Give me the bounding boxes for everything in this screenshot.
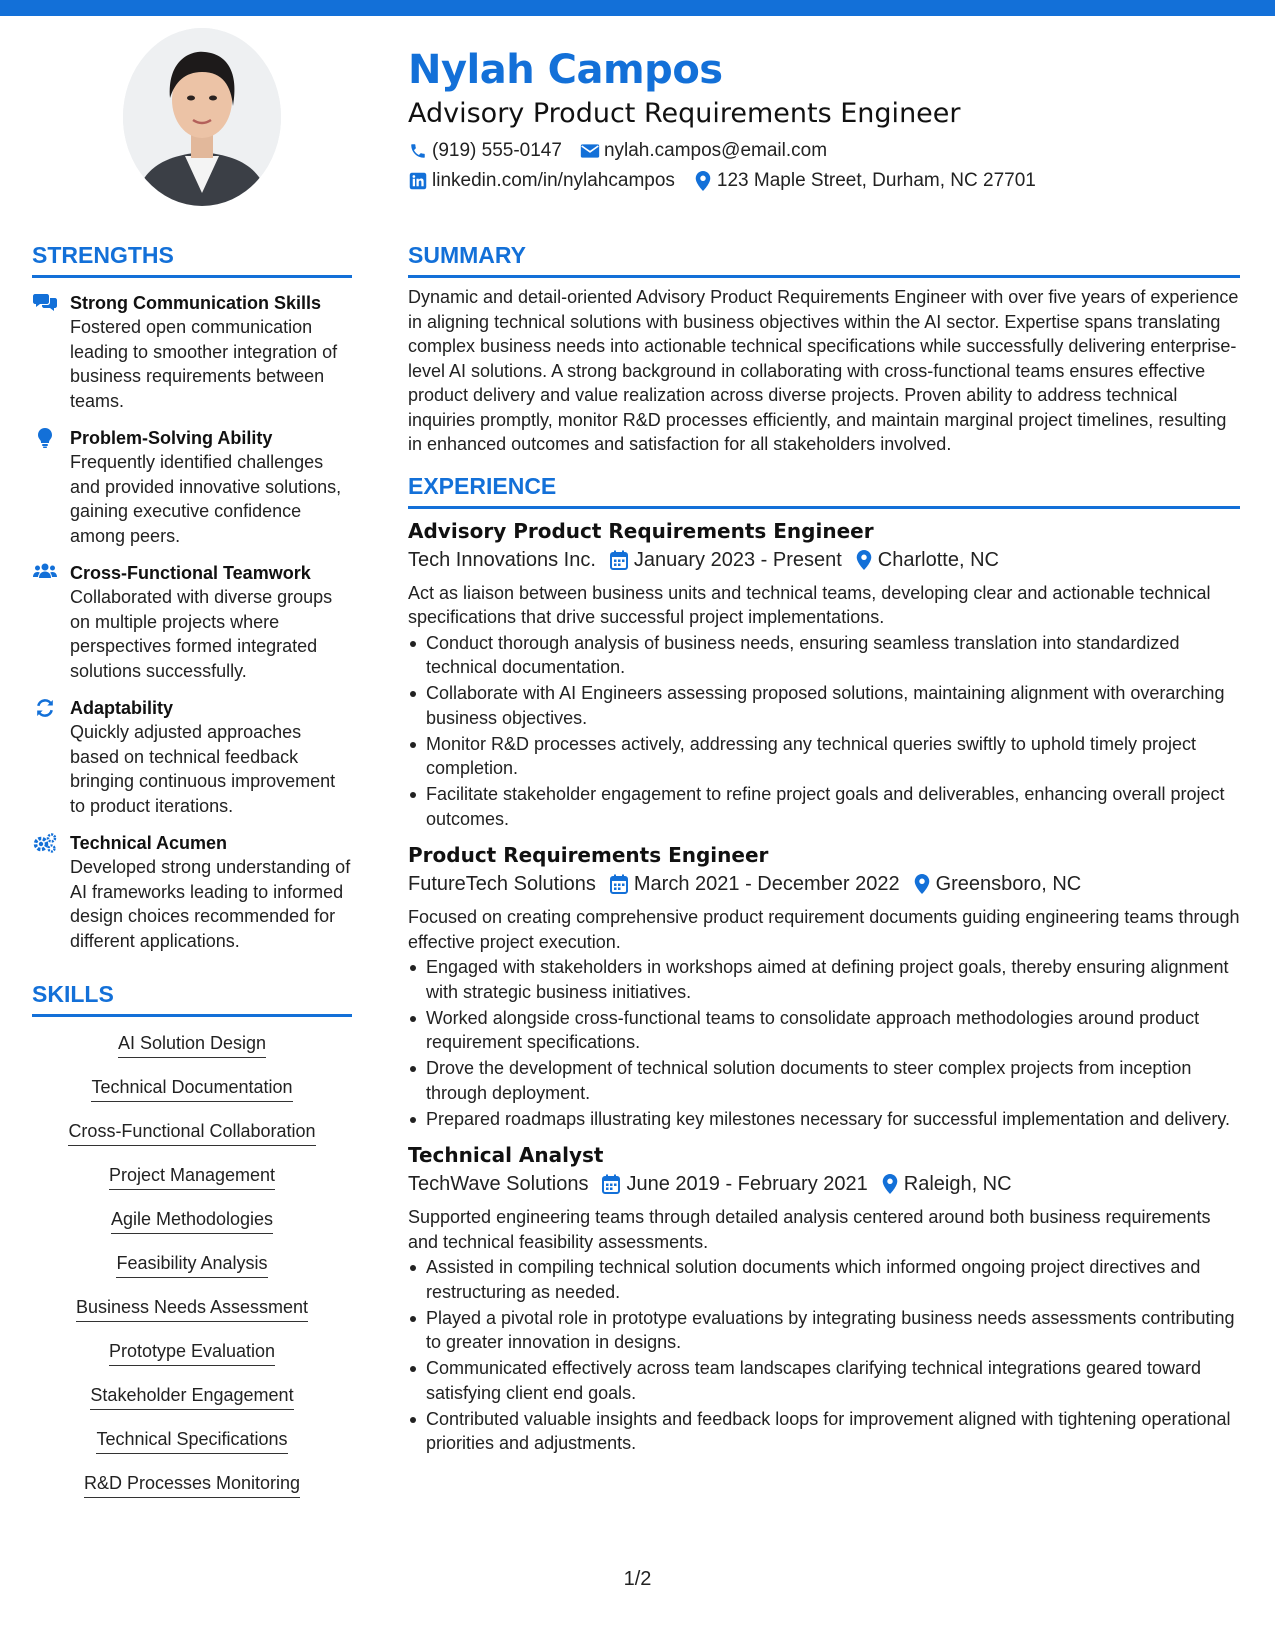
job-bullet: Conduct thorough analysis of business needs, ensuring seamless translation into standardized technical documentation. <box>408 631 1240 680</box>
phone-icon <box>408 141 428 161</box>
strength-title: Cross-Functional Teamwork <box>70 563 311 583</box>
phone-text: (919) 555-0147 <box>432 140 562 161</box>
skill-tag: R&D Processes Monitoring <box>84 1471 300 1498</box>
calendar-icon <box>602 1174 620 1194</box>
job-entry <box>408 1141 1240 1456</box>
job-title: Technical Analyst <box>408 1143 604 1167</box>
strength-title: Adaptability <box>70 698 174 718</box>
users-icon <box>32 561 58 583</box>
strength-desc: Collaborated with diverse groups on multiple projects where perspectives formed integrated solutions successfully. <box>70 587 333 681</box>
strength-item <box>32 291 352 413</box>
strength-title: Strong Communication Skills <box>70 293 322 313</box>
job-bullet: Monitor R&D processes actively, addressing any technical queries swiftly to uphold timely project completion. <box>408 732 1240 781</box>
job-company: TechWave Solutions <box>408 1173 589 1195</box>
contact-row-1 <box>408 138 1228 164</box>
job-entry <box>408 517 1240 832</box>
linkedin-text: linkedin.com/in/nylahcampos <box>432 170 675 191</box>
candidate-title: Advisory Product Requirements Engineer <box>408 98 961 129</box>
skill-tag: Stakeholder Engagement <box>90 1383 293 1410</box>
map-marker-icon <box>914 874 930 894</box>
job-bullets <box>408 1255 1240 1456</box>
job-bullet: Communicated effectively across team landscapes clarifying technical integrations geared toward satisfying client end goals. <box>408 1356 1240 1405</box>
strengths-heading: STRENGTHS <box>32 242 174 268</box>
contact-row-2 <box>408 168 1228 194</box>
right-column <box>408 240 1240 1457</box>
job-location: Charlotte, NC <box>877 548 999 571</box>
strength-item <box>32 561 352 683</box>
skill-tag: Cross-Functional Collaboration <box>68 1119 315 1146</box>
map-marker-icon <box>856 550 872 570</box>
job-meta <box>408 1169 1240 1199</box>
job-description: Focused on creating comprehensive product requirement documents guiding engineering teams through effective project execution. <box>408 907 1240 952</box>
email-item[interactable] <box>580 140 827 162</box>
email-text: nylah.campos@email.com <box>603 140 828 161</box>
job-bullet: Drove the development of technical solution documents to steer complex projects from inception through deployment. <box>408 1056 1240 1105</box>
top-accent-bar <box>0 0 1275 16</box>
skill-tag: Technical Specifications <box>96 1427 287 1454</box>
profile-photo <box>123 28 281 206</box>
comments-icon <box>32 291 58 313</box>
skills-heading: SKILLS <box>32 981 114 1007</box>
job-dates: January 2023 - Present <box>633 548 842 571</box>
job-bullets <box>408 955 1240 1131</box>
job-bullet: Played a pivotal role in prototype evaluations by integrating business needs assessments contributing to greater innovation in designs. <box>408 1306 1240 1355</box>
candidate-name: Nylah Campos <box>408 47 723 93</box>
resume-header <box>408 44 1228 194</box>
sync-icon <box>32 696 58 718</box>
job-bullet: Facilitate stakeholder engagement to refine project goals and deliverables, enhancing overall project outcomes. <box>408 782 1240 831</box>
experience-divider <box>408 506 1240 509</box>
strength-item <box>32 696 352 818</box>
envelope-icon <box>580 141 600 161</box>
skills-list <box>32 1031 352 1515</box>
job-bullets <box>408 631 1240 832</box>
skill-tag: Technical Documentation <box>91 1075 292 1102</box>
skill-tag: Prototype Evaluation <box>109 1339 275 1366</box>
job-bullet: Assisted in compiling technical solution documents which informed ongoing project directives and restructuring as needed. <box>408 1255 1240 1304</box>
job-bullet: Engaged with stakeholders in workshops aimed at defining project goals, thereby ensuring alignment with strategic business initiatives. <box>408 955 1240 1004</box>
experience-heading: EXPERIENCE <box>408 472 557 499</box>
job-location: Greensboro, NC <box>935 873 1082 895</box>
calendar-icon <box>610 550 628 570</box>
left-column <box>32 240 352 1515</box>
strength-desc: Quickly adjusted approaches based on technical feedback bringing continuous improvement to product iterations. <box>70 722 336 816</box>
map-marker-icon <box>882 1174 898 1194</box>
strength-item <box>32 831 352 953</box>
summary-text: Dynamic and detail-oriented Advisory Product Requirements Engineer with over five years of experience in aligning technical solutions with business objectives within the AI sector. Expertise spans translating complex business needs into actionable technical specifications while successfully delivering enterprise-level AI solutions. A strong background in collaborating with cross-functional teams ensures effective product delivery and value realization across diverse projects. Proven ability to address technical inquiries promptly, monitor R&D processes efficiently, and maintain marginal project timelines, resulting in enhanced outcomes and satisfaction for all stakeholders involved. <box>408 287 1239 454</box>
skills-divider <box>32 1014 352 1017</box>
linkedin-item[interactable] <box>408 170 675 192</box>
map-marker-icon <box>693 171 713 191</box>
calendar-icon <box>610 874 628 894</box>
job-dates: June 2019 - February 2021 <box>626 1173 868 1195</box>
strengths-divider <box>32 275 352 278</box>
job-company: FutureTech Solutions <box>408 873 596 895</box>
job-title: Product Requirements Engineer <box>408 843 769 867</box>
job-company: Tech Innovations Inc. <box>408 548 596 571</box>
lightbulb-icon <box>32 426 58 448</box>
skill-tag: AI Solution Design <box>118 1031 266 1058</box>
job-location: Raleigh, NC <box>903 1173 1012 1195</box>
strength-desc: Frequently identified challenges and provided innovative solutions, gaining executive confidence among peers. <box>70 452 342 546</box>
summary-divider <box>408 275 1240 278</box>
job-meta <box>408 545 1240 575</box>
job-description: Act as liaison between business units and technical teams, developing clear and actionable technical specifications that drive successful project implementations. <box>408 582 1211 627</box>
skill-tag: Feasibility Analysis <box>116 1251 267 1278</box>
job-bullet: Worked alongside cross-functional teams to consolidate approach methodologies around product requirement specifications. <box>408 1006 1240 1055</box>
strength-title: Technical Acumen <box>70 833 228 853</box>
skill-tag: Project Management <box>109 1163 275 1190</box>
address-item <box>693 170 1036 192</box>
address-text: 123 Maple Street, Durham, NC 27701 <box>716 170 1036 191</box>
job-bullet: Collaborate with AI Engineers assessing proposed solutions, maintaining alignment with overarching business objectives. <box>408 681 1240 730</box>
job-meta <box>408 869 1240 899</box>
job-bullet: Prepared roadmaps illustrating key milestones necessary for successful implementation and delivery. <box>408 1107 1240 1132</box>
page-number: 1/2 <box>623 1568 652 1590</box>
summary-heading: SUMMARY <box>408 242 526 268</box>
skill-tag: Agile Methodologies <box>111 1207 273 1234</box>
job-entry <box>408 841 1240 1131</box>
strength-desc: Developed strong understanding of AI frameworks leading to informed design choices recommended for different applications. <box>70 857 351 951</box>
strength-item <box>32 426 352 548</box>
job-dates: March 2021 - December 2022 <box>633 873 900 895</box>
skill-tag: Business Needs Assessment <box>76 1295 308 1322</box>
job-description: Supported engineering teams through detailed analysis centered around both business requirements and technical feasibility assessments. <box>408 1207 1211 1252</box>
cogs-icon <box>32 831 58 853</box>
job-title: Advisory Product Requirements Engineer <box>408 518 874 543</box>
strength-title: Problem-Solving Ability <box>70 428 273 448</box>
strength-desc: Fostered open communication leading to smoother integration of business requirements between teams. <box>70 317 338 411</box>
phone-item[interactable] <box>408 140 562 162</box>
job-bullet: Contributed valuable insights and feedback loops for improvement aligned with tightening operational priorities and adjustments. <box>408 1407 1240 1456</box>
linkedin-icon <box>408 171 428 191</box>
